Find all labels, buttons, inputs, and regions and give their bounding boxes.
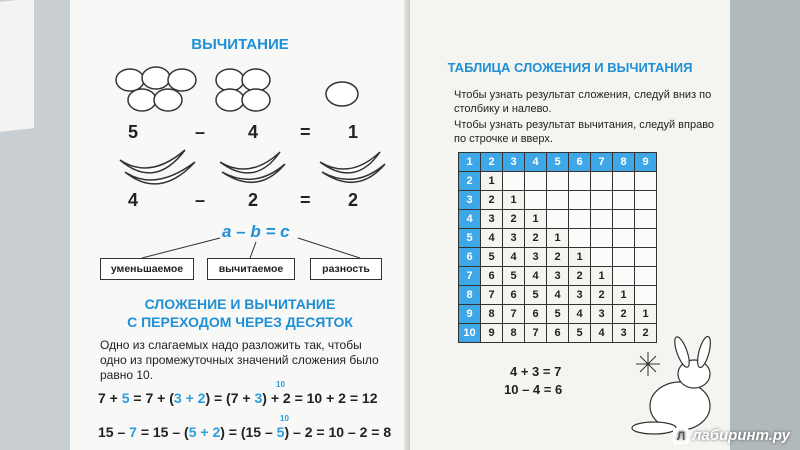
table-empty-cell	[613, 229, 635, 248]
watermark-text: лабиринт.ру	[692, 427, 790, 444]
table-empty-cell	[613, 191, 635, 210]
table-cell: 1	[635, 305, 657, 324]
table-header-cell: 5	[547, 153, 569, 172]
equation-1	[98, 390, 377, 406]
table-row-header-cell: 4	[459, 210, 481, 229]
table-header-cell: 4	[525, 153, 547, 172]
table-empty-cell	[591, 210, 613, 229]
row2-c: 2	[348, 190, 359, 210]
table-empty-cell	[547, 210, 569, 229]
table-header-cell: 3	[503, 153, 525, 172]
answer-addition: 4 + 3 = 7	[510, 364, 562, 379]
table-cell: 8	[481, 305, 503, 324]
table-empty-cell	[547, 191, 569, 210]
table-empty-cell	[591, 172, 613, 191]
table-cell: 3	[613, 324, 635, 343]
right-page	[410, 0, 730, 450]
row1-a: 5	[128, 122, 139, 142]
table-empty-cell	[525, 172, 547, 191]
table-cell: 3	[547, 267, 569, 286]
table-empty-cell	[635, 229, 657, 248]
eq1-part: ) = (7	[205, 390, 239, 406]
eq1-part: 7 +	[98, 390, 122, 406]
section-title-line2: С ПЕРЕХОДОМ ЧЕРЕЗ ДЕСЯТОК	[127, 314, 353, 330]
formula: a – b = c	[222, 222, 290, 241]
table-cell: 4	[481, 229, 503, 248]
table-empty-cell	[635, 267, 657, 286]
table-cell: 4	[525, 267, 547, 286]
table-empty-cell	[613, 248, 635, 267]
table-row-header-cell: 5	[459, 229, 481, 248]
table-cell: 2	[481, 191, 503, 210]
table-cell: 7	[525, 324, 547, 343]
table-row-header-cell: 2	[459, 172, 481, 191]
left-page-title: ВЫЧИТАНИЕ	[191, 36, 289, 53]
table-cell: 1	[613, 286, 635, 305]
table-cell: 4	[569, 305, 591, 324]
eq1-superscript: 10	[276, 380, 285, 389]
eq2-superscript: 10	[280, 414, 289, 423]
table-cell: 2	[591, 286, 613, 305]
table-empty-cell	[635, 191, 657, 210]
addition-subtraction-table	[458, 152, 657, 343]
table-empty-cell	[547, 172, 569, 191]
label-minuend: уменьшаемое	[100, 258, 194, 280]
eq1-part: +	[238, 390, 255, 406]
table-header-cell: 9	[635, 153, 657, 172]
table-cell: 3	[503, 229, 525, 248]
row2-a: 4	[128, 190, 139, 210]
row1-op: –	[195, 122, 206, 142]
addition-instruction: Чтобы узнать результат сложения, следуй вниз по столбику и налево.	[454, 89, 712, 115]
labirint-logo-icon: Л	[673, 428, 689, 444]
table-empty-cell	[613, 210, 635, 229]
table-empty-cell	[613, 172, 635, 191]
table-empty-cell	[591, 229, 613, 248]
explanation-paragraph: Одно из слагаемых надо разложить так, чтобы одно из промежуточных значений сложения было равно 10.	[100, 338, 379, 382]
table-empty-cell	[569, 229, 591, 248]
table-empty-cell	[569, 191, 591, 210]
table-empty-cell	[525, 191, 547, 210]
row1-b: 4	[248, 122, 259, 142]
paper-scrap	[0, 0, 34, 132]
desk-background-right	[720, 0, 800, 450]
table-cell: 4	[503, 248, 525, 267]
table-header-cell: 8	[613, 153, 635, 172]
table-cell: 3	[591, 305, 613, 324]
row2-op: –	[195, 190, 206, 210]
table-empty-cell	[503, 172, 525, 191]
table-row-header-cell: 6	[459, 248, 481, 267]
table-cell: 8	[503, 324, 525, 343]
table-cell: 5	[481, 248, 503, 267]
table-cell: 1	[569, 248, 591, 267]
table-header-cell: 6	[569, 153, 591, 172]
table-cell: 6	[547, 324, 569, 343]
table-cell: 6	[525, 305, 547, 324]
right-page-title: ТАБЛИЦА СЛОЖЕНИЯ И ВЫЧИТАНИЯ	[447, 60, 693, 75]
label-subtrahend: вычитаемое	[207, 258, 295, 280]
table-empty-cell	[635, 286, 657, 305]
table-empty-cell	[569, 172, 591, 191]
table-cell: 2	[503, 210, 525, 229]
answer-subtraction: 10 – 4 = 6	[504, 382, 563, 397]
table-row-header-cell: 9	[459, 305, 481, 324]
table-header-cell: 7	[591, 153, 613, 172]
table-cell: 7	[503, 305, 525, 324]
left-page	[70, 0, 410, 450]
subtraction-instruction: Чтобы узнать результат вычитания, следуй вправо по строчке и вверх.	[454, 119, 715, 145]
eq2-part: –	[261, 424, 277, 440]
table-cell: 5	[525, 286, 547, 305]
equation-2	[98, 424, 391, 440]
eq1-part: 5	[121, 390, 130, 406]
table-empty-cell	[635, 210, 657, 229]
lemons-illustration	[110, 58, 390, 118]
table-cell: 5	[569, 324, 591, 343]
table-cell: 1	[547, 229, 569, 248]
table-cell: 3	[525, 248, 547, 267]
eq1-part: = 7 + (	[129, 390, 174, 406]
table-header-cell: 1	[459, 153, 481, 172]
table-header-cell: 2	[481, 153, 503, 172]
eq2-part: 7	[129, 424, 137, 440]
table-empty-cell	[635, 248, 657, 267]
table-row-header-cell: 10	[459, 324, 481, 343]
table-cell: 6	[503, 286, 525, 305]
table-row-header-cell: 7	[459, 267, 481, 286]
table-cell: 3	[481, 210, 503, 229]
table-empty-cell	[569, 210, 591, 229]
table-empty-cell	[635, 172, 657, 191]
table-cell: 5	[547, 305, 569, 324]
table-row-header-cell: 8	[459, 286, 481, 305]
table-row-header-cell: 3	[459, 191, 481, 210]
eq2-part: ) = (15	[220, 424, 262, 440]
eq1-part: 3 + 2	[173, 390, 206, 406]
section-title-line1: СЛОЖЕНИЕ И ВЫЧИТАНИЕ	[144, 296, 336, 312]
table-cell: 2	[525, 229, 547, 248]
table-cell: 2	[547, 248, 569, 267]
table-cell: 9	[481, 324, 503, 343]
eq2-part: 15 –	[98, 424, 130, 440]
table-cell: 1	[525, 210, 547, 229]
bananas-illustration	[110, 140, 390, 190]
row1-eq: =	[300, 122, 311, 142]
eq2-part: 5	[276, 424, 285, 440]
label-difference: разность	[310, 258, 382, 280]
table-cell: 1	[481, 172, 503, 191]
table-cell: 4	[591, 324, 613, 343]
table-cell: 1	[591, 267, 613, 286]
row2-b: 2	[248, 190, 259, 210]
table-cell: 2	[613, 305, 635, 324]
table-empty-cell	[613, 267, 635, 286]
table-empty-cell	[591, 248, 613, 267]
row2-eq: =	[300, 190, 311, 210]
eq2-part: 5 + 2	[188, 424, 221, 440]
eq2-part: = 15 – (	[136, 424, 189, 440]
table-cell: 7	[481, 286, 503, 305]
table-cell: 1	[503, 191, 525, 210]
table-cell: 3	[569, 286, 591, 305]
table-empty-cell	[591, 191, 613, 210]
table-cell: 2	[569, 267, 591, 286]
watermark	[673, 427, 790, 444]
row1-c: 1	[348, 122, 359, 142]
eq1-part: ) + 2 = 10 + 2 = 12	[262, 390, 378, 406]
table-cell: 6	[481, 267, 503, 286]
table-cell: 2	[635, 324, 657, 343]
table-cell: 4	[547, 286, 569, 305]
eq1-part: 3	[254, 390, 263, 406]
eq2-part: ) – 2 = 10 – 2 = 8	[284, 424, 392, 440]
table-cell: 5	[503, 267, 525, 286]
